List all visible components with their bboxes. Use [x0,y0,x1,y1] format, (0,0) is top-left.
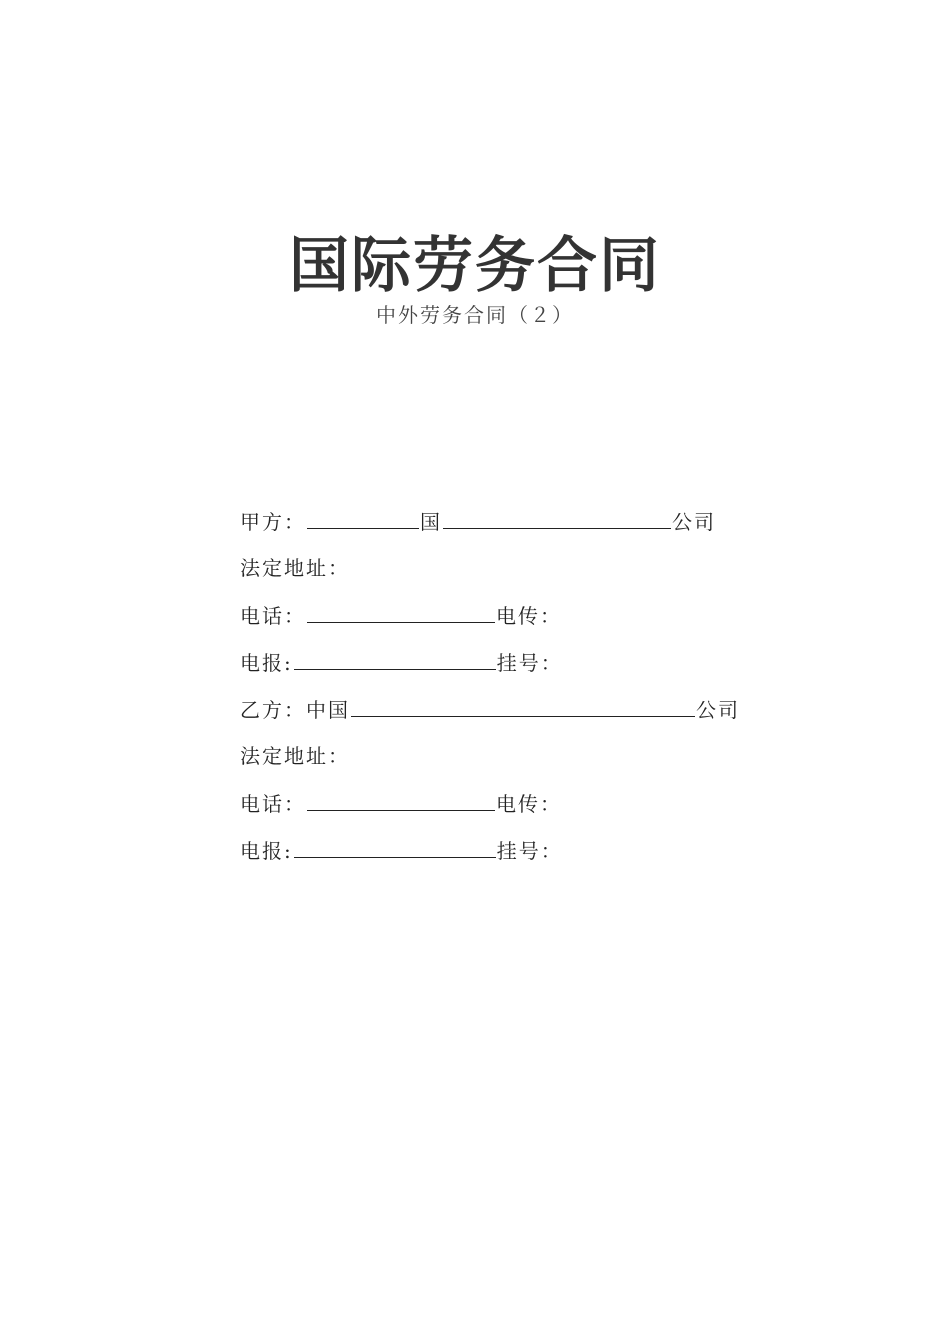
party-a-country-suffix: 国 [420,510,442,534]
party-a-company-blank[interactable] [443,504,671,529]
party-b-address-label: 法定地址： [240,744,350,768]
party-a-fax-label: 电传： [496,604,562,628]
party-a-address-row [240,551,800,598]
party-a-telegram-row [240,645,800,692]
party-a-telegram-label: 电报: [240,651,293,675]
party-b-name-row [240,692,800,739]
party-b-telegram-label: 电报: [240,839,293,863]
party-b-phone-blank[interactable] [307,786,495,811]
document-title: 国际劳务合同 [289,231,661,301]
party-b-fax-label: 电传： [496,792,562,816]
party-a-telegram-blank[interactable] [294,645,496,670]
party-a-country-blank[interactable] [307,504,419,529]
party-b-country-prefix: 中国 [306,698,350,722]
party-b-phone-row [240,786,800,833]
party-b-telegram-blank[interactable] [294,833,496,858]
party-a-cable-label: 挂号： [496,651,563,675]
party-b-telegram-row [240,833,800,880]
party-b-company-blank[interactable] [351,692,695,717]
party-b-company-suffix: 公司 [696,698,740,722]
party-a-company-suffix: 公司 [672,510,716,534]
party-a-phone-blank[interactable] [307,598,495,623]
party-a-address-label: 法定地址： [240,556,350,580]
party-b-cable-label: 挂号： [496,839,563,863]
party-a-label: 甲方： [240,510,306,534]
party-b-address-row [240,739,800,786]
party-b-phone-label: 电话： [240,792,306,816]
party-fields [240,504,800,880]
party-a-name-row [240,504,800,551]
party-a-phone-row [240,598,800,645]
party-b-label: 乙方： [240,698,306,722]
party-a-phone-label: 电话： [240,604,306,628]
document-subtitle: 中外劳务合同（２） [376,303,574,327]
